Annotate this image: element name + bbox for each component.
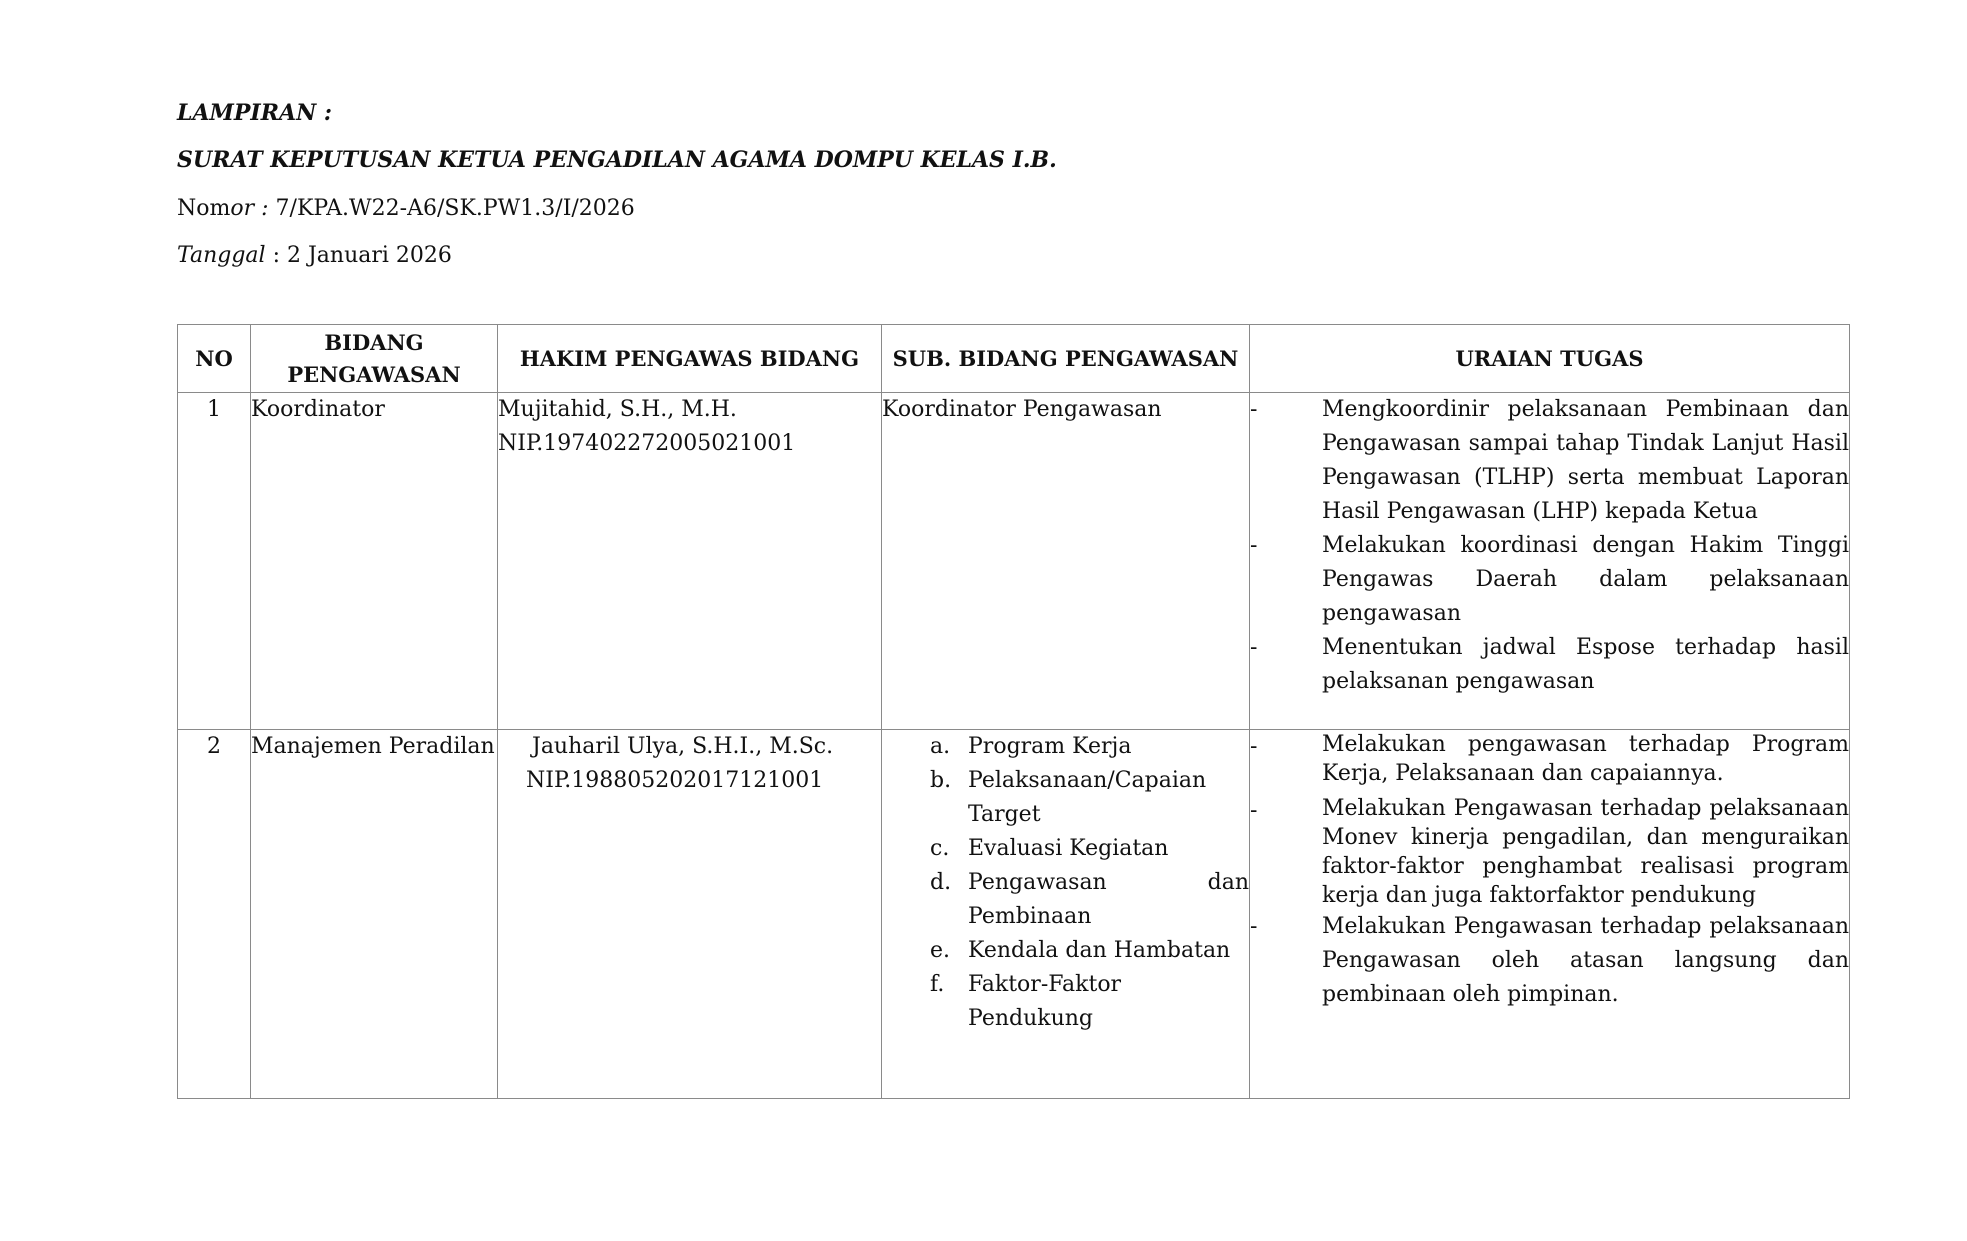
dash-bullet-icon: - — [1250, 397, 1258, 422]
list-marker: f. — [930, 972, 945, 997]
sub-bidang-item — [930, 968, 1249, 1036]
sub-bidang-text: Program Kerja — [968, 734, 1132, 759]
column-header-hakim: HAKIM PENGAWAS BIDANG — [498, 325, 882, 393]
sub-bidang-text: Kendala dan Hambatan — [968, 938, 1231, 963]
sub-bidang-text: Pengawasan dan Pembinaan — [968, 870, 1249, 929]
nomor-separator: : — [254, 196, 276, 221]
uraian-item — [1250, 794, 1849, 910]
tanggal-value: 2 Januari 2026 — [286, 243, 452, 268]
sub-bidang-item — [930, 730, 1249, 764]
sub-bidang-text: Pelaksanaan/Capaian Target — [968, 768, 1207, 827]
list-marker: d. — [930, 870, 952, 895]
assignment-table — [177, 324, 1850, 1099]
sub-bidang-text: Evaluasi Kegiatan — [968, 836, 1169, 861]
sub-bidang-text: Faktor-Faktor Pendukung — [968, 972, 1122, 1031]
uraian-item — [1250, 631, 1849, 699]
sub-bidang-item — [930, 934, 1249, 968]
lampiran-label: LAMPIRAN : — [177, 100, 332, 126]
dash-bullet-icon: - — [1250, 734, 1258, 759]
uraian-text: Menentukan jadwal Espose terhadap hasil pelaksanan pengawasan — [1322, 635, 1849, 694]
uraian-cell — [1250, 730, 1850, 1099]
hakim-nip: NIP.197402272005021001 — [498, 431, 796, 456]
tanggal-separator: : — [265, 243, 287, 268]
nomor-label-italic: or — [230, 196, 255, 221]
uraian-item — [1250, 910, 1849, 1012]
nomor-value: 7/KPA.W22-A6/SK.PW1.3/I/2026 — [275, 196, 635, 221]
uraian-item — [1250, 393, 1849, 529]
dash-bullet-icon: - — [1250, 914, 1258, 939]
column-header-sub-bidang: SUB. BIDANG PENGAWASAN — [882, 325, 1250, 393]
table-row — [178, 393, 1850, 730]
sub-bidang-list — [882, 730, 1249, 1036]
list-marker: e. — [930, 938, 951, 963]
uraian-item — [1250, 529, 1849, 631]
sub-bidang-item — [930, 764, 1249, 832]
column-header-uraian: URAIAN TUGAS — [1250, 325, 1850, 393]
sub-bidang-cell: Koordinator Pengawasan — [882, 393, 1250, 730]
table-row — [178, 730, 1850, 1099]
row-number: 1 — [178, 393, 251, 730]
dash-bullet-icon: - — [1250, 798, 1258, 823]
nomor-line — [177, 196, 635, 221]
dash-bullet-icon: - — [1250, 635, 1258, 660]
column-header-bidang: BIDANG PENGAWASAN — [251, 325, 498, 393]
nomor-label: Nom — [177, 196, 231, 221]
list-marker: b. — [930, 768, 952, 793]
dash-bullet-icon: - — [1250, 533, 1258, 558]
uraian-text: Melakukan pengawasan terhadap Program Kerja, Pelaksanaan dan capaiannya. — [1322, 732, 1849, 786]
uraian-cell — [1250, 393, 1850, 730]
hakim-cell — [498, 730, 882, 1099]
tanggal-line — [177, 243, 452, 268]
row-number: 2 — [178, 730, 251, 1099]
bidang-cell: Manajemen Peradilan — [251, 730, 498, 1099]
sub-bidang-item — [930, 832, 1249, 866]
sub-bidang-cell — [882, 730, 1250, 1099]
list-marker: c. — [930, 836, 950, 861]
tanggal-label: Tanggal — [177, 243, 266, 268]
hakim-nip: NIP.198805202017121001 — [526, 768, 824, 793]
uraian-text: Melakukan koordinasi dengan Hakim Tinggi Pengawas Daerah dalam pelaksanaan pengawasan — [1322, 533, 1849, 626]
document-title: SURAT KEPUTUSAN KETUA PENGADILAN AGAMA DOMPU KELAS I.B. — [177, 147, 1057, 173]
uraian-text: Melakukan Pengawasan terhadap pelaksanaan Monev kinerja pengadilan, dan menguraikan faktor-faktor penghambat realisasi program kerja dan juga faktorfaktor pendukung — [1322, 796, 1849, 908]
hakim-cell — [498, 393, 882, 730]
hakim-name: Jauharil Ulya, S.H.I., M.Sc. — [532, 734, 834, 759]
column-header-no: NO — [178, 325, 251, 393]
hakim-name: Mujitahid, S.H., M.H. — [498, 397, 737, 422]
uraian-text: Melakukan Pengawasan terhadap pelaksanaan Pengawasan oleh atasan langsung dan pembinaan oleh pimpinan. — [1322, 914, 1849, 1007]
uraian-text: Mengkoordinir pelaksanaan Pembinaan dan Pengawasan sampai tahap Tindak Lanjut Hasil Pengawasan (TLHP) serta membuat Laporan Hasil Pengawasan (LHP) kepada Ketua — [1322, 397, 1849, 524]
table-header-row — [178, 325, 1850, 393]
sub-bidang-item — [930, 866, 1249, 934]
list-marker: a. — [930, 734, 951, 759]
bidang-cell: Koordinator — [251, 393, 498, 730]
uraian-item — [1250, 730, 1849, 788]
